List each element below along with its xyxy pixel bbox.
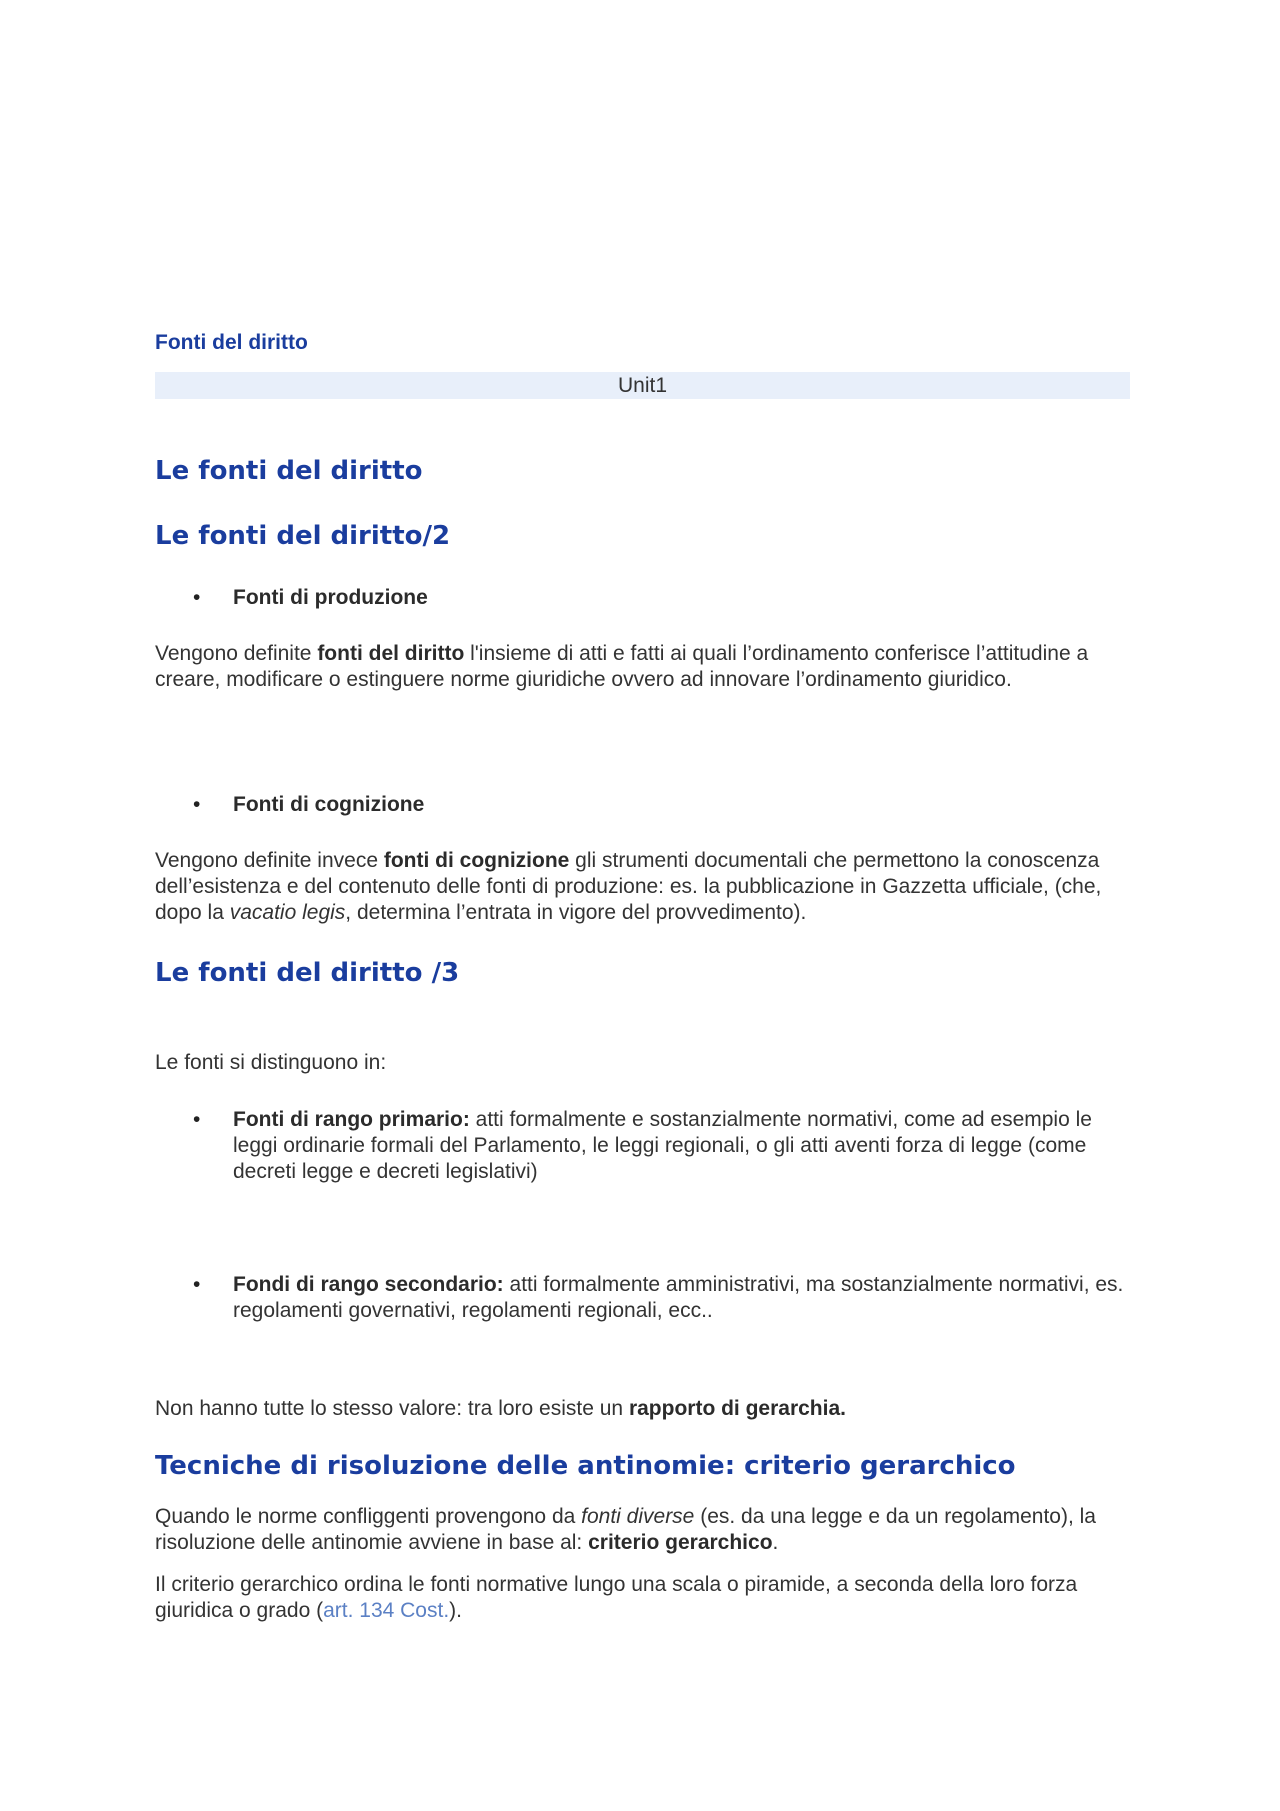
bullet-cognizione-label: Fonti di cognizione [233, 793, 425, 816]
para-bold: fonti di cognizione [383, 849, 570, 872]
bullet-secondario-text: atti formalmente amministrativi, ma sostanzialmente normativi, es. regolamenti governativi, regolamenti regionali, ecc.. [233, 1273, 1124, 1322]
paragraph-distinguono: Le fonti si distinguono in: [155, 1051, 387, 1074]
para-bold: fonti del diritto [317, 642, 465, 665]
para-text: (es. da una legge e da un regolamento), la risoluzione delle antinomie avviene in base al: [155, 1505, 1096, 1554]
para-italic: fonti diverse [581, 1505, 695, 1528]
heading-fonti-diritto-3: Le fonti del diritto /3 [155, 958, 460, 988]
para-text: Quando le norme confliggenti provengono da [155, 1505, 582, 1528]
doc-title: Fonti del diritto [155, 331, 308, 354]
bullet-produzione-label: Fonti di produzione [233, 586, 428, 609]
paragraph-norme-confliggenti [155, 1504, 1130, 1556]
para-text: . [772, 1531, 779, 1554]
bullet-dot-icon: • [193, 793, 201, 816]
bullet-secondario-label: Fondi di rango secondario: [233, 1273, 504, 1296]
bullet-primario-text: atti formalmente e sostanzialmente normativi, come ad esempio le leggi ordinarie formali del Parlamento, le leggi regionali, o gli atti aventi forza di legge (come decreti legge e decreti legislativi) [233, 1108, 1092, 1183]
para-text: gli strumenti documentali che permettono la conoscenza dell’esistenza e del contenuto delle fonti di produzione: es. la pubblicazione in Gazzetta ufficiale, (che, dopo la [155, 849, 1102, 924]
heading-fonti-diritto: Le fonti del diritto [155, 456, 423, 486]
heading-tecniche-antinomie: Tecniche di risoluzione delle antinomie: criterio gerarchico [155, 1451, 1016, 1481]
para-text: Vengono definite invece [155, 849, 384, 872]
para-text: Non hanno tutte lo stesso valore: tra loro esiste un [155, 1397, 629, 1420]
bullet-dot-icon: • [193, 586, 201, 609]
heading-fonti-diritto-2: Le fonti del diritto/2 [155, 521, 451, 551]
bullet-dot-icon: • [193, 1273, 201, 1296]
para-text: Vengono definite [155, 642, 318, 665]
paragraph-criterio [155, 1572, 1130, 1624]
paragraph-cognizione [155, 848, 1130, 926]
para-bold: criterio gerarchico [588, 1531, 773, 1554]
para-text: l'insieme di atti e fatti ai quali l’ordinamento conferisce l’attitudine a creare, modificare o estinguere norme giuridiche ovvero ad innovare l’ordinamento giuridico. [155, 642, 1089, 691]
unit-label: Unit1 [617, 374, 668, 397]
para-bold: rapporto di gerarchia. [628, 1397, 846, 1420]
bullet-dot-icon: • [193, 1108, 201, 1131]
unit-bar [155, 372, 1130, 399]
para-text: , determina l’entrata in vigore del provvedimento). [345, 901, 807, 924]
bullet-primario-label: Fonti di rango primario: [233, 1108, 470, 1131]
link-art-134-cost[interactable]: art. 134 Cost. [323, 1599, 450, 1622]
para-italic: vacatio legis [229, 901, 346, 924]
paragraph-gerarchia [155, 1396, 1130, 1422]
paragraph-produzione [155, 641, 1130, 693]
para-text: Il criterio gerarchico ordina le fonti normative lungo una scala o piramide, a seconda della loro forza giuridica o grado ( [155, 1573, 1078, 1622]
para-text: ). [449, 1599, 462, 1622]
